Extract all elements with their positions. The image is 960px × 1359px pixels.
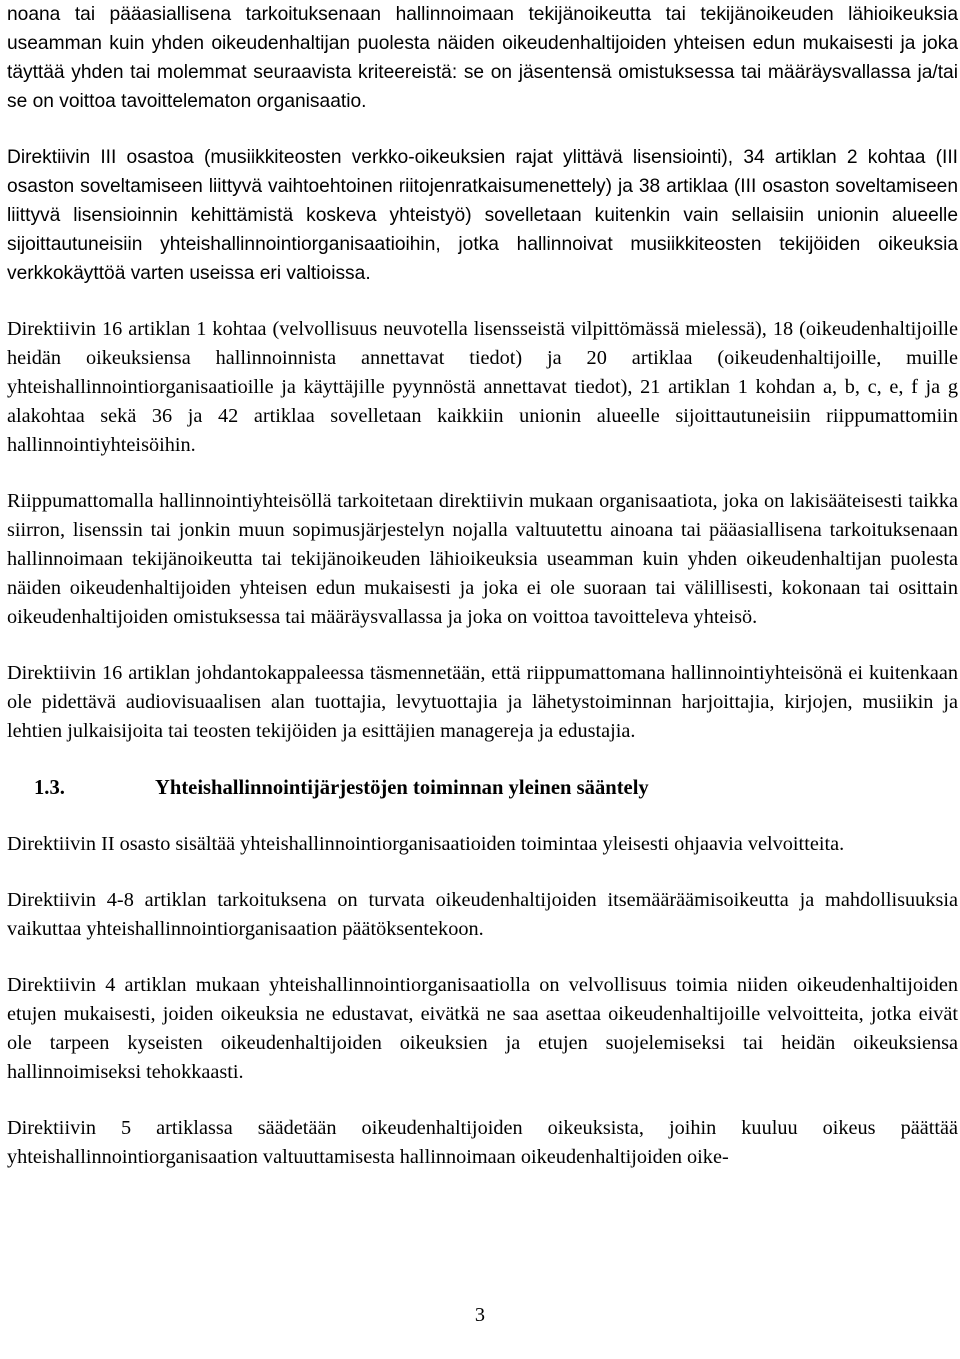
paragraph-article-5: Direktiivin 5 artiklassa säädetään oikeudenhaltijoiden oikeuksista, joihin kuuluu oikeus päättää yhteishallinnointiorganisaation valtuuttamisesta hallinnoimaan oikeudenhaltijoiden oike- (7, 1117, 958, 1168)
paragraph-independent-exclusions: Direktiivin 16 artiklan johdantokappaleessa täsmennetään, että riippumattomana hallinnointiyhteisönä ei kuitenkaan ole pidettävä audiovisuaalisen alan tuottajia, levytuottajia ja lähetystoiminnan harjoittajia, kirjojen, musiikin ja lehtien julkaisijoita tai teosten tekijöiden ja esittäjien managereja ja edustajia. (7, 662, 958, 742)
paragraph-continuation: noana tai pääasiallisena tarkoituksenaan hallinnoimaan tekijänoikeutta tai tekijänoikeuden lähioikeuksia useamman kuin yhden oikeudenhaltijan puolesta näiden oikeudenhaltijoiden yhteisen edun mukaisesti ja joka täyttää yhden tai molemmat seuraavista kriteereistä: se on jäsentensä omistuksessa tai määräysvallassa ja/tai se on voittoa tavoittelematon organisaatio. (7, 4, 958, 112)
paragraph-title-ii: Direktiivin II osasto sisältää yhteishallinnointiorganisaatioiden toimintaa yleisesti ohjaavia velvoitteita. (7, 833, 845, 855)
paragraph-title-iii-scope: Direktiivin III osastoa (musiikkiteosten verkko-oikeuksien rajat ylittävä lisensiointi), 34 artiklan 2 kohtaa (III osaston soveltamiseen liittyvä vaihtoehtoinen riitojenratkaisumenettely) ja 38 artiklaa (III osaston soveltamiseen liittyvä lisensioinnin kehittämistä koskeva yhteistyö) sovelletaan kuitenkin vain sellaisiin unionin alueelle sijoittautuneisiin yhteishallinnointiorganisaatioihin, jotka hallinnoivat musiikkiteosten tekijöiden oikeuksia verkkokäyttöä varten useissa eri valtioissa. (7, 147, 958, 284)
paragraph-article-4: Direktiivin 4 artiklan mukaan yhteishallinnointiorganisaatiolla on velvollisuus toimia niiden oikeudenhaltijoiden etujen mukaisesti, joiden oikeuksia ne edustavat, eivätkä ne saa asettaa oikeudenhaltijoille velvoitteita, jotka eivät ole tarpeen kyseisten oikeudenhaltijoiden oikeuksien ja etujen suojelemiseksi tai heidän oikeuksiensa hallinnoimiseksi tehokkaasti. (7, 974, 958, 1083)
paragraph-articles-4-8: Direktiivin 4-8 artiklan tarkoituksena on turvata oikeudenhaltijoiden itsemääräämisoikeutta ja mahdollisuuksia vaikuttaa yhteishallinnointiorganisaation päätöksentekoon. (7, 889, 958, 940)
paragraph-independent-entities: Direktiivin 16 artiklan 1 kohtaa (velvollisuus neuvotella lisensseistä vilpittömässä mielessä), 18 (oikeudenhaltijoille heidän oikeuksiensa hallinnoinnista annettavat tiedot) ja 20 artiklaa (oikeudenhaltijoille, muille yhteishallinnointiorganisaatioille ja käyttäjille pyynnöstä annettavat tiedot), 21 artiklan 1 kohdan a, b, c, e, f ja g alakohtaa sekä 36 ja 42 artiklaa sovelletaan kaikkiin unionin alueelle sijoittautuneisiin riippumattomiin hallinnointiyhteisöihin. (7, 318, 958, 456)
paragraph-independent-definition: Riippumattomalla hallinnointiyhteisöllä tarkoitetaan direktiivin mukaan organisaatiota, joka on lakisääteisesti taikka siirron, lisenssin tai jonkin muun sopimusjärjestelyn nojalla valtuutettu ainoana tai pääasiallisena tarkoituksenaan hallinnoimaan tekijänoikeutta tai tekijänoikeuden lähioikeuksia useamman kuin yhden oikeudenhaltijan puolesta näiden oikeudenhaltijoiden yhteisen edun mukaisesti ja joka ei ole suoraan tai välillisesti, kokonaan tai osittain oikeudenhaltijoiden omistuksessa tai määräysvallassa ja joka on voittoa tavoitteleva yhteisö. (7, 490, 958, 628)
page-number: 3 (474, 1304, 486, 1326)
section-title: Yhteishallinnointijärjestöjen toiminnan yleinen sääntely (155, 777, 649, 799)
section-number: 1.3. (34, 777, 65, 799)
section-heading (7, 774, 958, 803)
document-page (7, 0, 958, 1172)
